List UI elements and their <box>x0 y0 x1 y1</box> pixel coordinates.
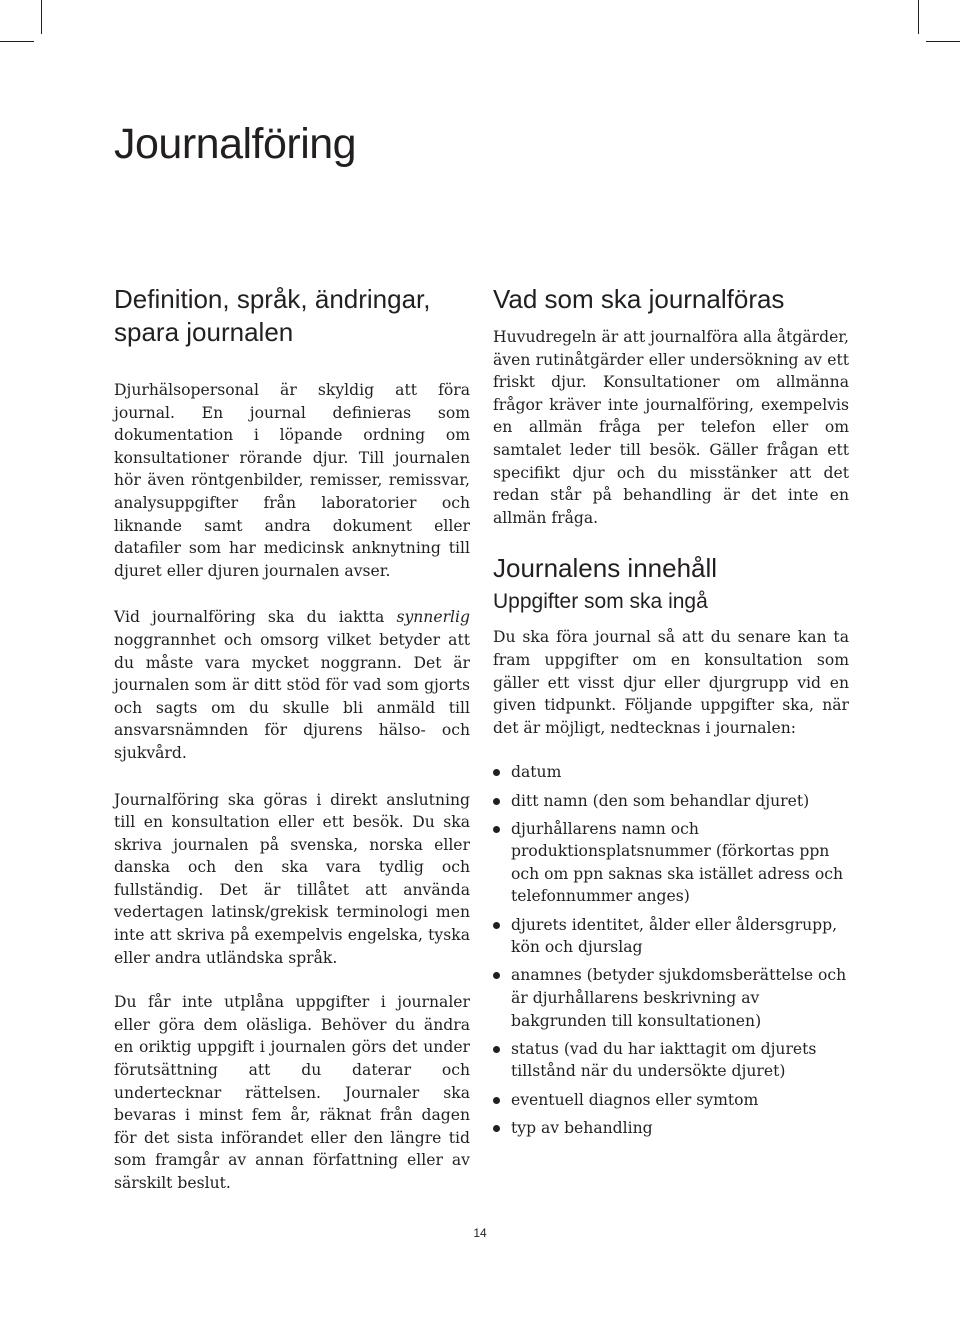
section-heading-definition: Definition, språk, ändringar, spara journalen <box>114 284 431 347</box>
paragraph-language: Journalföring ska göras i direkt anslutning till en konsultation eller ett besök. Du ska skriva journalen på svenska, norska eller danska och den ska vara tydlig och fullständig. Det är tillåtet att använda vedertagen latinsk/grekisk terminologi men inte att skriva på exempelvis engelska, tyska eller andra utländska språk. <box>114 790 470 967</box>
list-item: datum <box>493 761 849 784</box>
page-title: Journalföring <box>114 120 357 168</box>
paragraph-definition: Djurhälsopersonal är skyldig att föra journal. En journal definieras som dokumentation i löpande ordning om konsultationer rörande djur. Till journalen hör även röntgenbilder, remisser, remissvar, analysuppgifter från laboratorier och liknande samt andra dokument eller datafiler som har medicinsk anknytning till djuret eller djuren journalen avser. <box>114 381 470 580</box>
paragraph-required-info: Du ska föra journal så att du senare kan ta fram uppgifter om en konsultation som gäller ett visst djur eller djurgrupp vid en given tidpunkt. Följande uppgifter ska, när det är möjligt, nedtecknas i journalen: <box>493 628 849 737</box>
crop-mark-top-left <box>41 0 42 34</box>
list-item: ditt namn (den som behandlar djuret) <box>493 790 849 813</box>
list-item: eventuell diagnos eller symtom <box>493 1089 849 1112</box>
list-item: status (vad du har iakttagit om djurets tillstånd när du undersökte djuret) <box>493 1038 849 1083</box>
list-item: djurets identitet, ålder eller åldersgrupp, kön och djurslag <box>493 914 849 959</box>
subheading-required-info: Uppgifter som ska ingå <box>493 590 708 614</box>
crop-mark-top-right <box>918 0 919 34</box>
section-heading-journal-content: Journalens innehåll <box>493 553 718 584</box>
section-heading-what-to-record: Vad som ska journalföras <box>493 284 785 314</box>
paragraph-accuracy-start: Vid journalföring ska du iaktta <box>114 608 397 627</box>
paragraph-accuracy-end: noggrannhet och omsorg vilket betyder att du måste vara mycket noggrann. Det är journalen som är ditt stöd för vad som gjorts och sagts om du skulle bli anmäld till ansvarsnämnden för djurens hälso- och sjukvård. <box>114 630 470 762</box>
list-item: djurhållarens namn och produktionsplatsnummer (förkortas ppn och om ppn saknas ska istället adress och telefonnummer anges) <box>493 818 849 908</box>
list-item: typ av behandling <box>493 1117 849 1140</box>
page-number: 14 <box>473 1226 487 1240</box>
crop-mark-top-left-horizontal <box>0 41 34 42</box>
crop-mark-top-right-horizontal <box>926 41 960 42</box>
list-item: anamnes (betyder sjukdomsberättelse och är djurhållarens beskrivning av bakgrunden till konsultationen) <box>493 964 849 1032</box>
paragraph-storage: Du får inte utplåna uppgifter i journaler eller göra dem oläsliga. Behöver du ändra en oriktig uppgift i journalen görs det under förutsättning att du daterar och undertecknar rättelsen. Journaler ska bevaras i minst fem år, räknat från dagen för det sista införandet eller den längre tid som framgår av annan författning eller av särskilt beslut. <box>114 993 470 1192</box>
required-info-list <box>493 761 849 1139</box>
emphasis-synnerlig: synnerlig <box>396 608 470 627</box>
left-column <box>114 282 470 1195</box>
paragraph-main-rule: Huvudregeln är att journalföra alla åtgärder, även rutinåtgärder eller undersökning av ett friskt djur. Konsultationer om allmänna frågor kräver inte journalföring, exempelvis en allmän fråga per telefon eller om samtalet leder till besök. Gäller frågan ett specifikt djur och du misstänker att det redan står på behandling är det inte en allmän fråga. <box>493 328 849 527</box>
paragraph-accuracy <box>114 606 470 764</box>
right-column <box>493 282 849 1145</box>
